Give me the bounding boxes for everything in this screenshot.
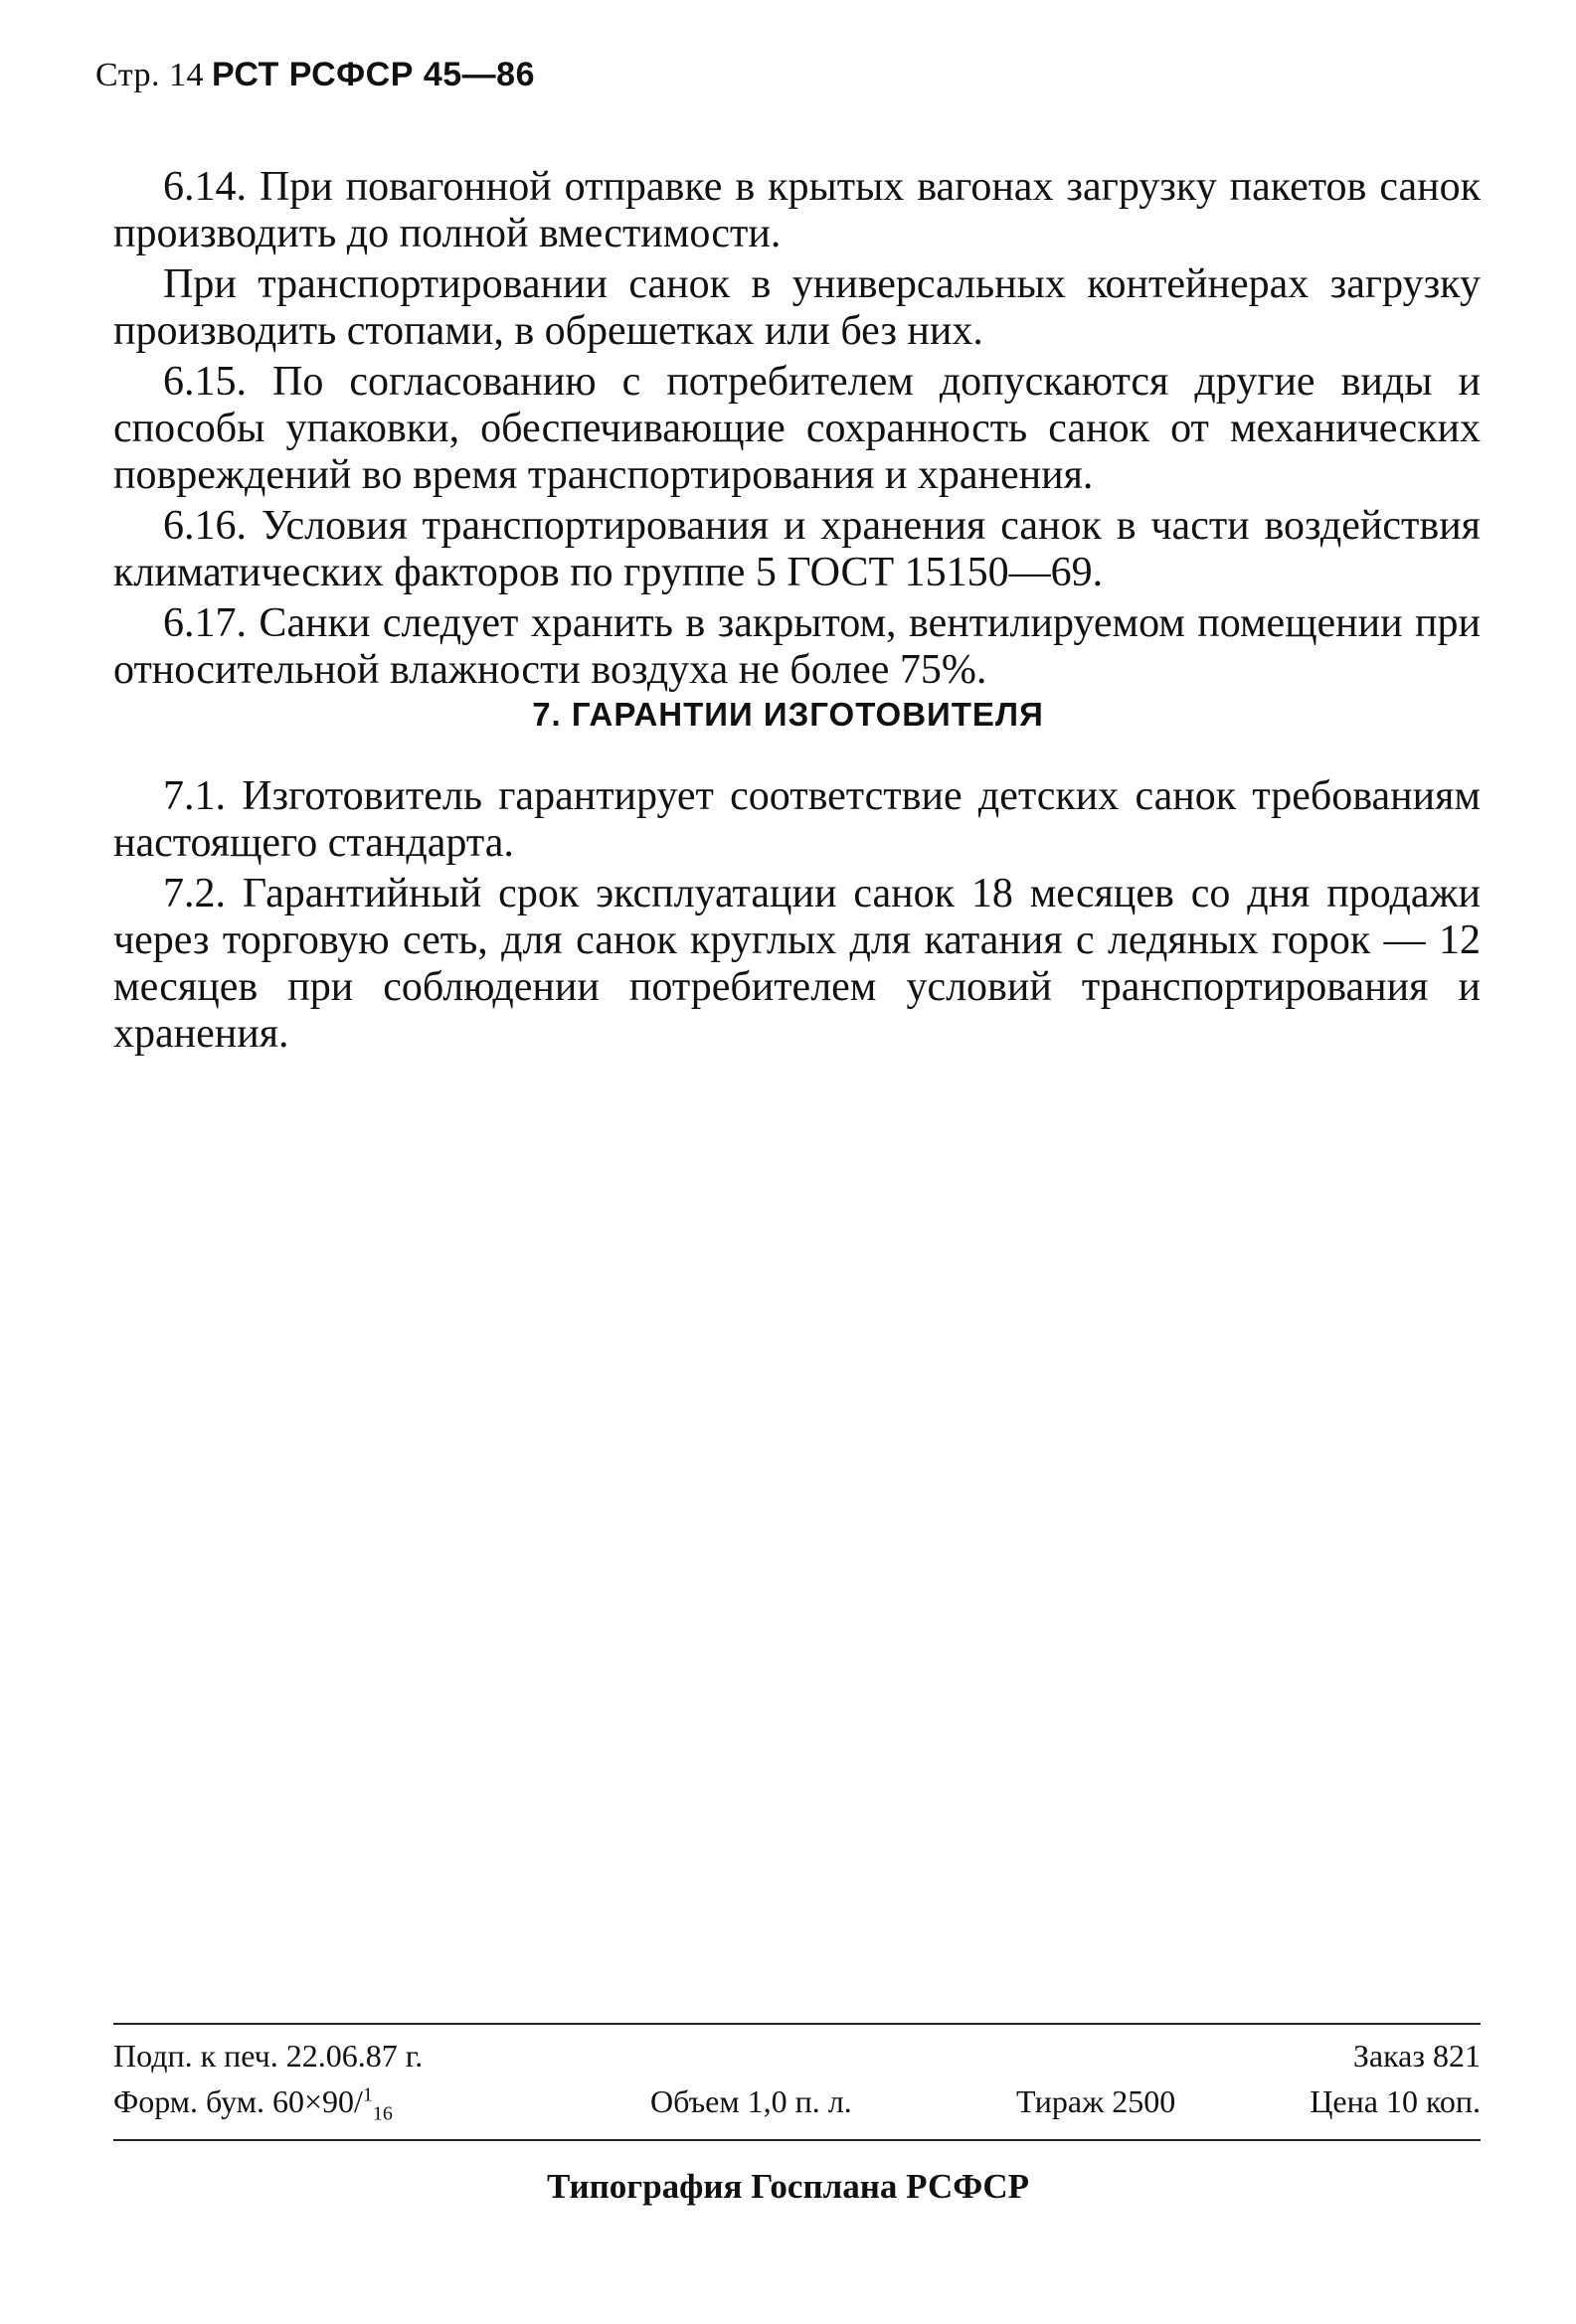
page-number: Стр. 14 [95,57,205,93]
imprint-bottom-rule [113,2139,1481,2141]
paragraph-containers: При транспортировании санок в универсальных контейнерах загрузку производить стопами, в обрешетках или без них. [113,261,1481,354]
paragraph-6-16: 6.16. Условия транспортирования и хранения санок в части воздействия климатических факторов по группе 5 ГОСТ 15150—69. [113,503,1481,595]
section-7-title: 7. ГАРАНТИИ ИЗГОТОВИТЕЛЯ [532,696,1044,733]
paper-format: Форм. бум. 60×90/$^1_{16}$ [113,2083,393,2125]
page-header [95,56,535,94]
paragraph-6-17: 6.17. Санки следует хранить в закрытом, вентилируемом помещении при относительной влажности воздуха не более 75%. [113,600,1481,693]
imprint-row-1 [113,2038,1481,2077]
price: Цена 10 коп. [1310,2083,1481,2119]
signed-date: Подп. к печ. 22.06.87 г. [113,2038,424,2074]
imprint-top-rule [113,2023,1481,2025]
section-6-continuation [113,164,1481,698]
volume: Объем 1,0 п. л. [650,2083,852,2119]
order-number: Заказ 821 [1352,2038,1481,2074]
standard-number: РСТ РСФСР 45—86 [212,56,535,93]
print-run: Тираж 2500 [1016,2083,1176,2119]
paragraph-6-15: 6.15. По согласованию с потребителем допускаются другие виды и способы упаковки, обеспечивающие сохранность санок от механических повреждений во время транспортирования и хранения. [113,359,1481,498]
paragraph-7-2: 7.2. Гарантийный срок эксплуатации санок 18 месяцев со дня продажи через торговую сеть, для санок круглых для катания с ледяных горок — 12 месяцев при соблюдении потребителем условий транспортирования и хранения. [113,871,1481,1057]
printer-name: Типография Госплана РСФСР [547,2167,1029,2206]
paragraph-6-14: 6.14. При повагонной отправке в крытых вагонах загрузку пакетов санок производить до полной вместимости. [113,164,1481,256]
section-7-body [113,773,1481,1062]
paragraph-7-1: 7.1. Изготовитель гарантирует соответствие детских санок требованиям настоящего стандарта. [113,773,1481,866]
imprint-block [113,2038,1481,2137]
imprint-row-2 [113,2083,1481,2123]
